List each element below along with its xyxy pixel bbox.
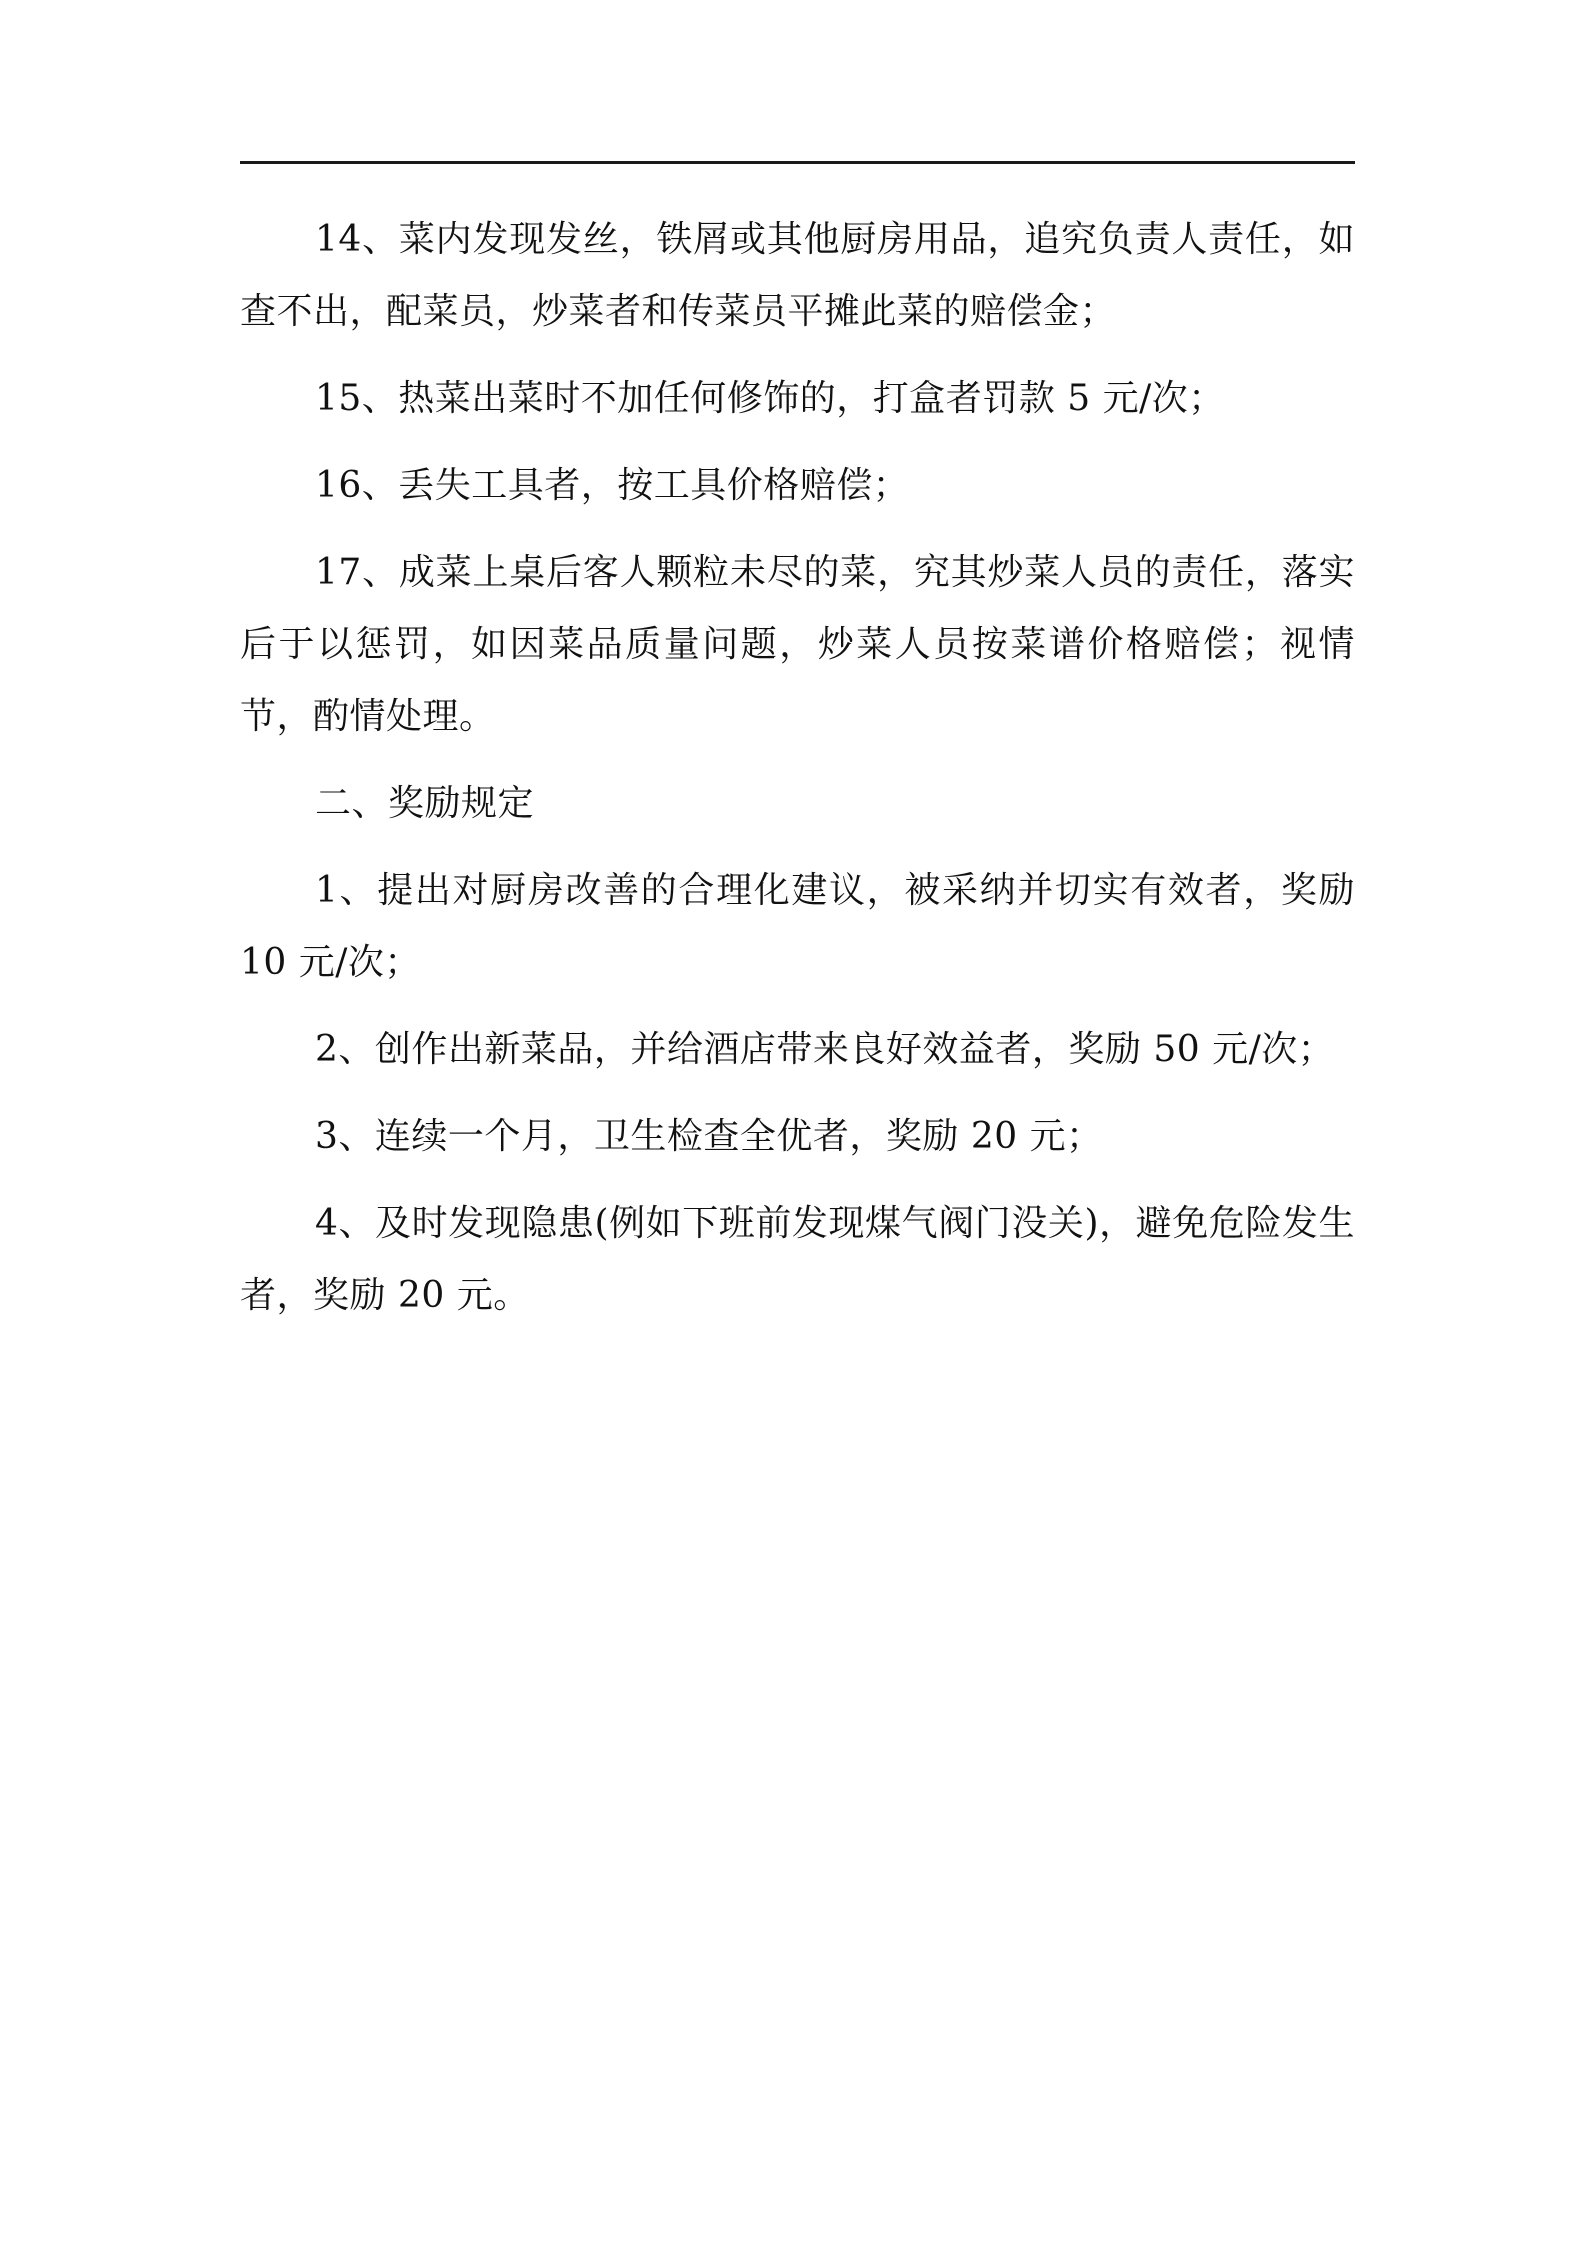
paragraph-reward-3: 3、连续一个月，卫生检查全优者，奖励 20 元；	[315, 1116, 1103, 1157]
header-rule	[240, 161, 1355, 164]
paragraph-rule-17: 17、成菜上桌后客人颗粒未尽的菜，究其炒菜人员的责任，落实后于以惩罚，如因菜品质量问题，炒菜人员按菜谱价格赔偿；视情节，酌情处理。	[240, 552, 1355, 737]
paragraph-reward-2: 2、创作出新菜品，并给酒店带来良好效益者，奖励 50 元/次；	[315, 1029, 1335, 1070]
paragraph-rule-14: 14、菜内发现发丝，铁屑或其他厨房用品，追究负责人责任，如查不出，配菜员，炒菜者和传菜员平摊此菜的赔偿金；	[240, 219, 1355, 332]
paragraph-rule-16: 16、丢失工具者，按工具价格赔偿；	[315, 465, 910, 506]
paragraph-reward-1: 1、提出对厨房改善的合理化建议，被采纳并切实有效者，奖励 10 元/次；	[240, 870, 1355, 983]
section-heading-rewards: 二、奖励规定	[315, 783, 535, 824]
paragraph-reward-4: 4、及时发现隐患(例如下班前发现煤气阀门没关)，避免危险发生者，奖励 20 元。	[240, 1203, 1355, 1316]
paragraph-rule-15: 15、热菜出菜时不加任何修饰的，打盒者罚款 5 元/次；	[315, 378, 1225, 419]
document-body	[240, 204, 1355, 1332]
